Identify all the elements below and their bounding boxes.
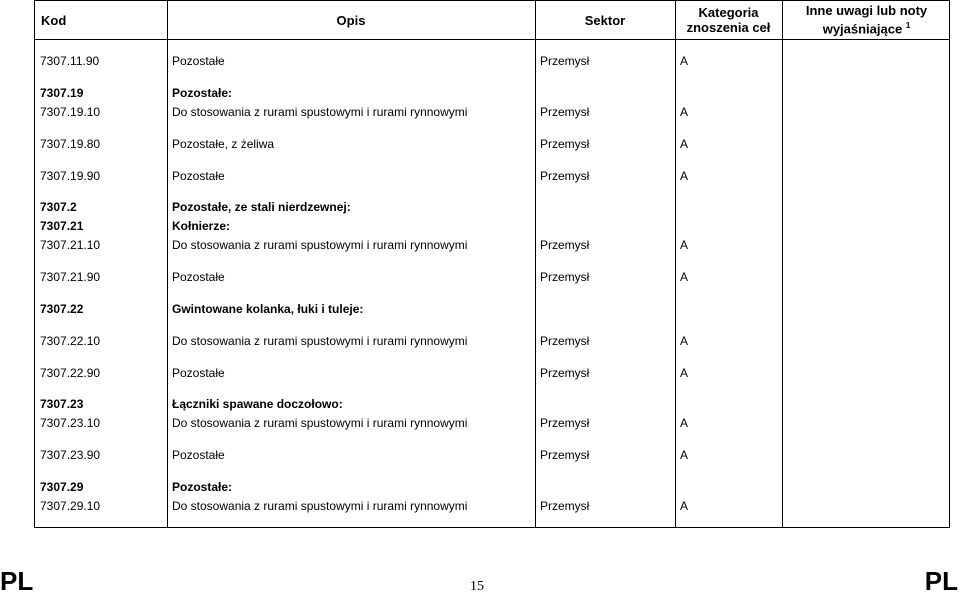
table-row <box>35 53 949 69</box>
row-opis: Pozostałe <box>172 169 225 183</box>
row-sektor: Przemysł <box>540 366 590 380</box>
table-row <box>35 479 949 495</box>
row-kod: 7307.29.10 <box>40 499 101 513</box>
header-kategoria <box>675 1 782 39</box>
table-row <box>35 136 949 152</box>
row-sektor: Przemysł <box>540 54 590 68</box>
row-opis: Pozostałe: <box>172 480 233 494</box>
header-opis <box>167 1 535 39</box>
table-row <box>35 396 949 412</box>
table-row <box>35 333 949 349</box>
table-row <box>35 199 949 215</box>
row-sektor: Przemysł <box>540 448 590 462</box>
header-opis-label: Opis <box>336 12 366 28</box>
table-row <box>35 237 949 253</box>
table-row <box>35 301 949 317</box>
row-sektor: Przemysł <box>540 499 590 513</box>
header-uwagi-line2: wyjaśniające <box>822 21 903 37</box>
header-sektor <box>535 1 675 39</box>
table-row <box>35 269 949 285</box>
row-kod: 7307.19 <box>40 86 84 100</box>
table-row <box>35 447 949 463</box>
row-kod: 7307.19.90 <box>40 169 101 183</box>
row-kategoria: A <box>680 448 689 462</box>
tariff-table <box>34 0 950 528</box>
row-opis: Do stosowania z rurami spustowymi i rurami rynnowymi <box>172 416 468 430</box>
row-kod: 7307.19.10 <box>40 105 101 119</box>
row-sektor: Przemysł <box>540 270 590 284</box>
row-kategoria: A <box>680 270 689 284</box>
header-uwagi <box>782 1 951 39</box>
row-opis: Pozostałe <box>172 366 225 380</box>
row-kategoria: A <box>680 54 689 68</box>
row-kod: 7307.19.80 <box>40 137 101 151</box>
row-kod: 7307.21.90 <box>40 270 101 284</box>
row-sektor: Przemysł <box>540 238 590 252</box>
row-opis: Kołnierze: <box>172 219 231 233</box>
row-opis: Do stosowania z rurami spustowymi i rurami rynnowymi <box>172 499 468 513</box>
row-sektor: Przemysł <box>540 169 590 183</box>
row-opis: Gwintowane kolanka, łuki i tuleje: <box>172 302 364 316</box>
row-kod: 7307.23.10 <box>40 416 101 430</box>
footer-language-right: PL <box>924 566 958 596</box>
footnote-marker: 1 <box>905 21 911 31</box>
header-divider <box>35 39 949 40</box>
row-opis: Pozostałe, z żeliwa <box>172 137 275 151</box>
row-kategoria: A <box>680 416 689 430</box>
row-opis: Łączniki spawane doczołowo: <box>172 397 343 411</box>
row-kod: 7307.22 <box>40 302 84 316</box>
row-kod: 7307.23.90 <box>40 448 101 462</box>
table-row <box>35 498 949 514</box>
row-opis: Pozostałe, ze stali nierdzewnej: <box>172 200 351 214</box>
table-row <box>35 104 949 120</box>
row-kategoria: A <box>680 169 689 183</box>
header-kategoria-line2: znoszenia ceł <box>686 20 771 35</box>
table-row <box>35 218 949 234</box>
row-kategoria: A <box>680 499 689 513</box>
row-opis: Do stosowania z rurami spustowymi i rurami rynnowymi <box>172 105 468 119</box>
row-kod: 7307.22.90 <box>40 366 101 380</box>
row-kategoria: A <box>680 238 689 252</box>
table-row <box>35 415 949 431</box>
header-kod-label: Kod <box>41 12 67 28</box>
page-number: 15 <box>470 579 484 594</box>
row-kategoria: A <box>680 334 689 348</box>
row-kategoria: A <box>680 105 689 119</box>
row-opis: Pozostałe <box>172 54 225 68</box>
header-uwagi-label <box>806 3 927 36</box>
row-kod: 7307.2 <box>40 200 77 214</box>
row-kod: 7307.21 <box>40 219 84 233</box>
row-kod: 7307.11.90 <box>40 54 100 68</box>
row-sektor: Przemysł <box>540 334 590 348</box>
row-kategoria: A <box>680 137 689 151</box>
header-kategoria-label <box>687 5 771 35</box>
row-kod: 7307.23 <box>40 397 84 411</box>
header-uwagi-line1: Inne uwagi lub noty <box>805 3 928 19</box>
table-row <box>35 85 949 101</box>
row-sektor: Przemysł <box>540 416 590 430</box>
row-kategoria: A <box>680 366 689 380</box>
row-opis: Pozostałe: <box>172 86 233 100</box>
table-row <box>35 365 949 381</box>
row-opis: Pozostałe <box>172 270 225 284</box>
row-kod: 7307.21.10 <box>40 238 101 252</box>
footer-language-left: PL <box>0 566 34 596</box>
row-sektor: Przemysł <box>540 137 590 151</box>
table-row <box>35 168 949 184</box>
row-kod: 7307.22.10 <box>40 334 101 348</box>
row-opis: Do stosowania z rurami spustowymi i rurami rynnowymi <box>172 238 468 252</box>
row-kod: 7307.29 <box>40 480 84 494</box>
header-sektor-label: Sektor <box>584 12 626 28</box>
row-opis: Do stosowania z rurami spustowymi i rurami rynnowymi <box>172 334 468 348</box>
row-sektor: Przemysł <box>540 105 590 119</box>
row-opis: Pozostałe <box>172 448 225 462</box>
header-kod <box>35 1 167 39</box>
header-kategoria-line1: Kategoria <box>698 5 759 20</box>
